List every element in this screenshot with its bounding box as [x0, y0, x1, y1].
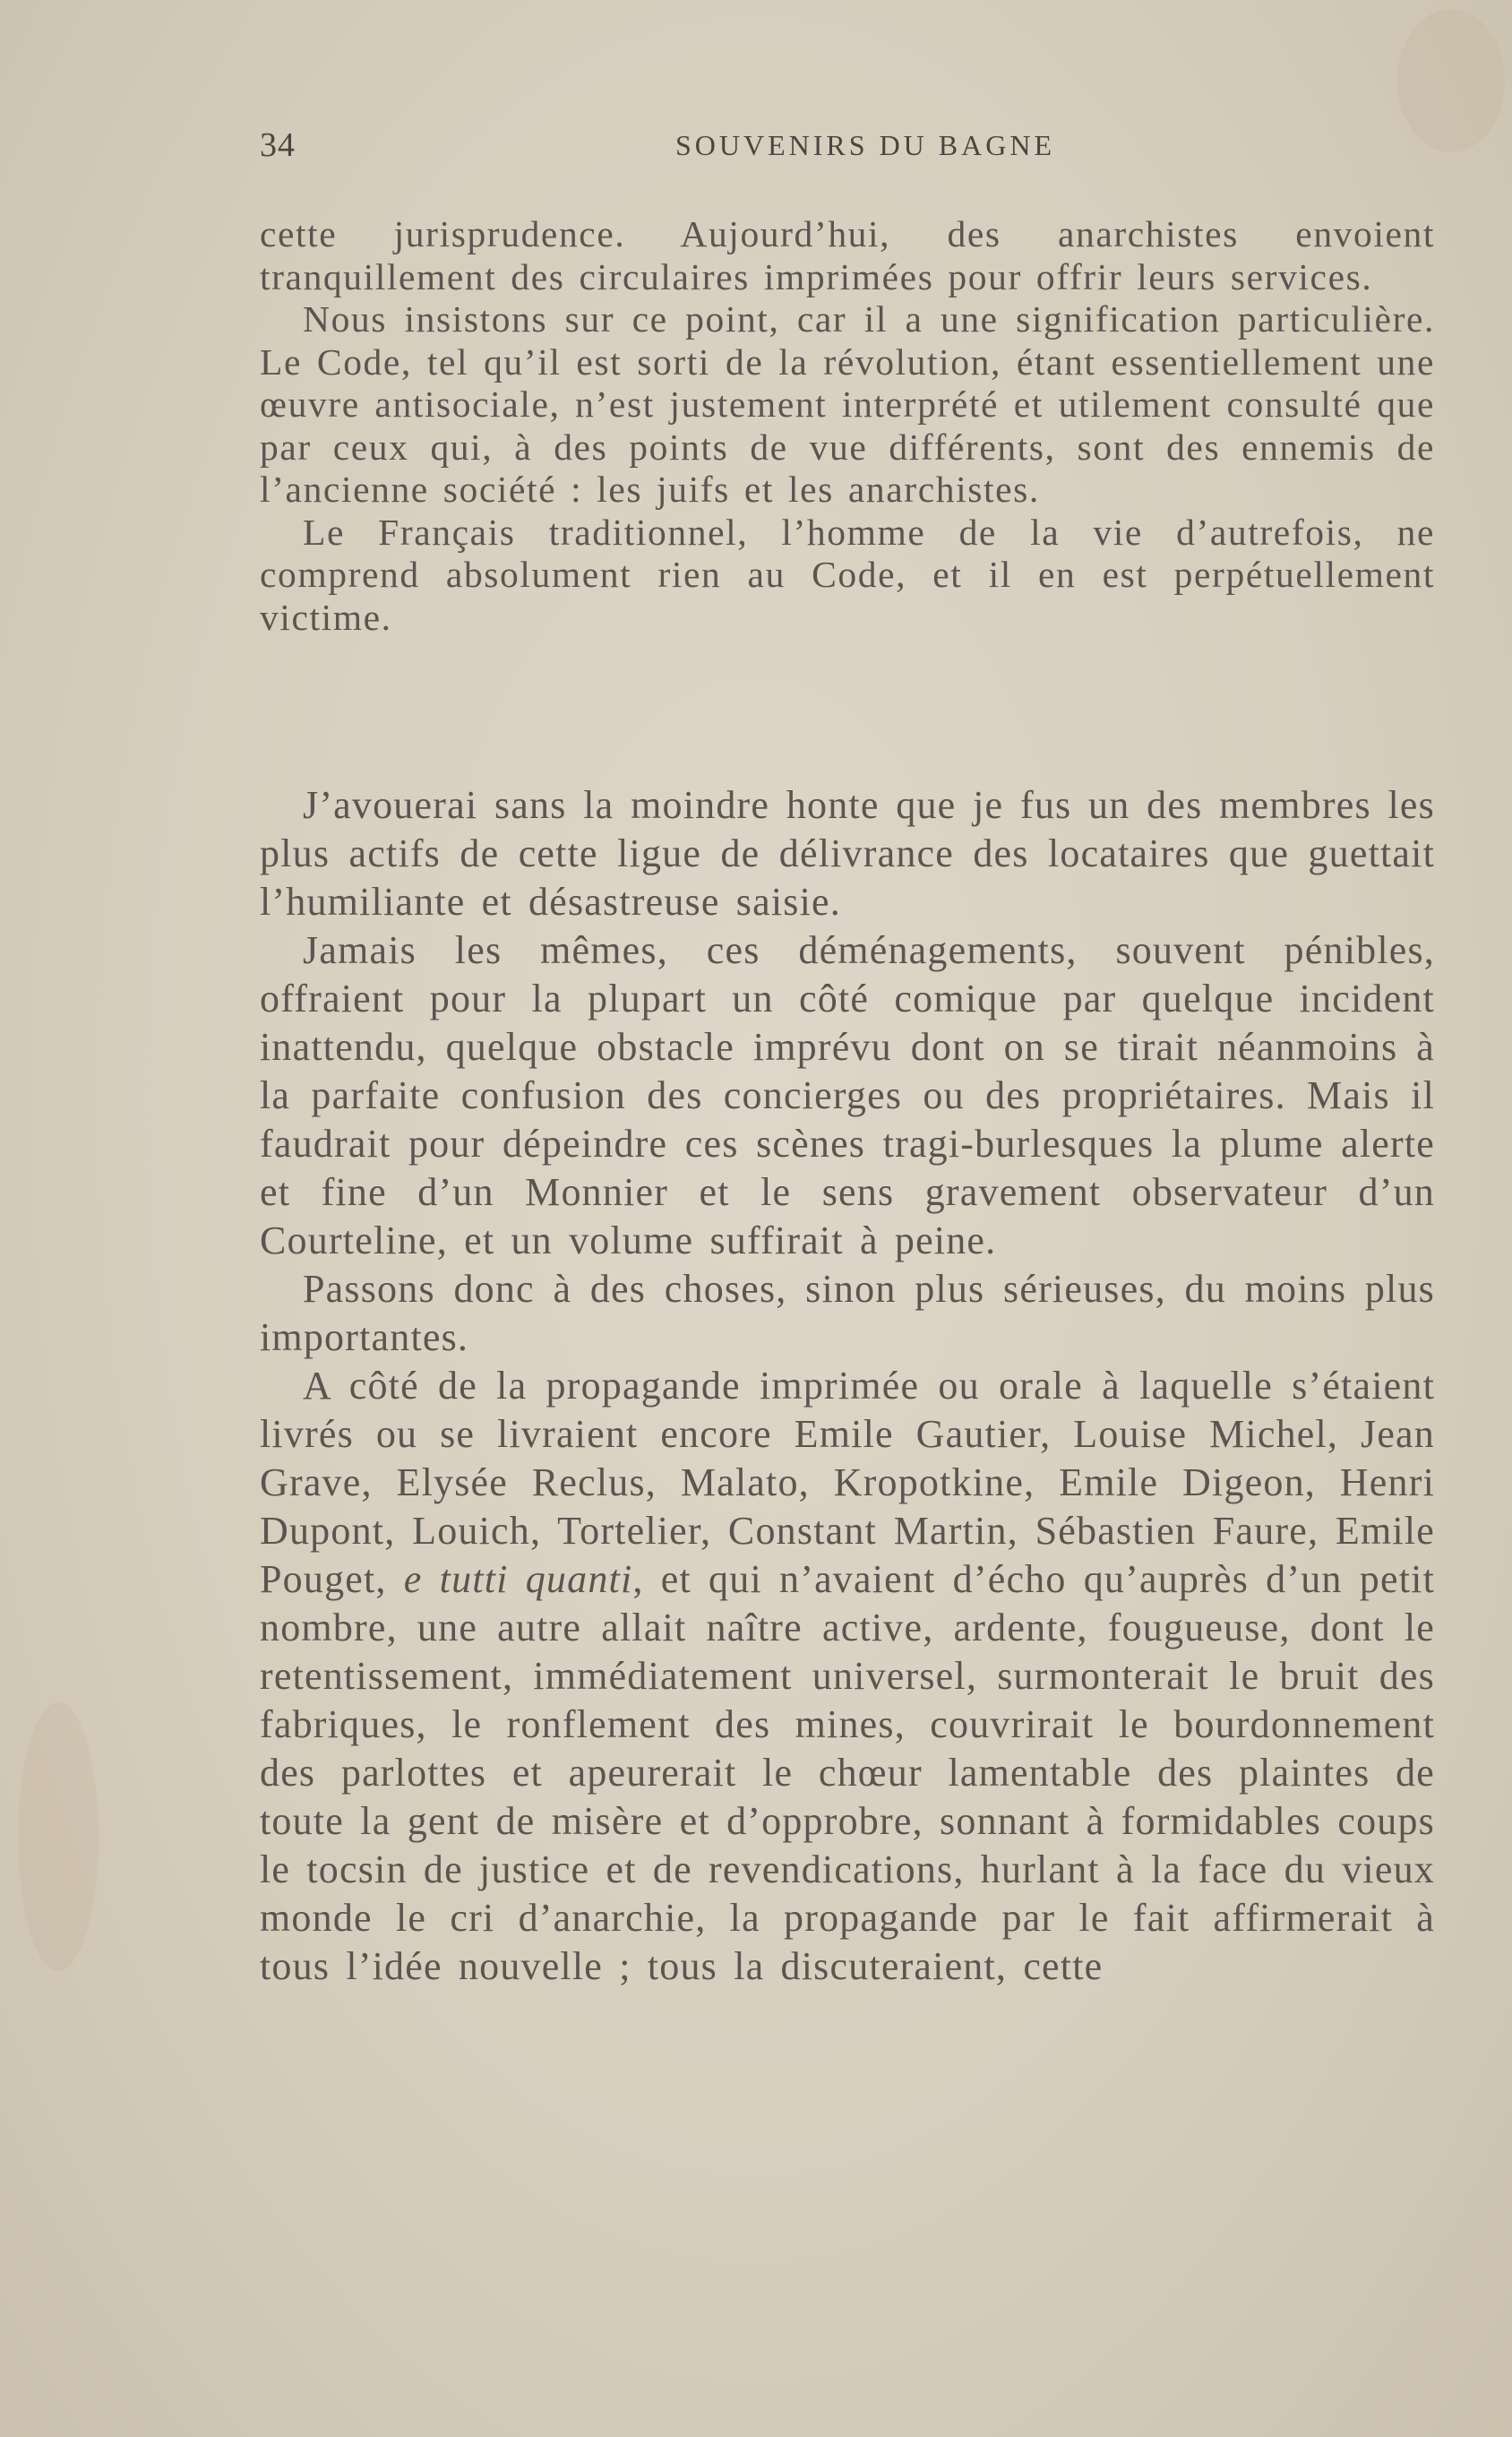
paragraph-text: , et qui n’avaient d’écho qu’auprès d’un petit nombre, une autre allait naître active, ardente, fougueuse, dont le retentissement, immédiatement universel, surmonterait le bruit des fabriques, le ronflement des mines, couvrirait le bourdonnement des parlottes et apeurerait le chœur lamentable des plaintes de toute la gent de misère et d’opprobre, sonnant à formidables coups le tocsin de justice et de revendications, hurlant à la face du vieux monde le cri d’anarchie, la propagande par le fait affirmerait à tous l’idée nouvelle ; tous la discuteraient, cette: [260, 1557, 1435, 1988]
page-number: 34: [260, 126, 296, 164]
paragraph: Jamais les mêmes, ces déménagements, souvent pénibles, offraient pour la plupart un côté comique par quelque incident inattendu, quelque obstacle imprévu dont on se tirait néanmoins à la parfaite confusion des concierges ou des propriétaires. Mais il faudrait pour dépeindre ces scènes tragi-burlesques la plume alerte et fine d’un Monnier et le sens gravement observateur d’un Courteline, et un volume suffirait à peine.: [260, 928, 1435, 1262]
paragraph-text: A côté de la propagande imprimée ou orale à laquelle s’étaient livrés ou se livraient encore Emile Gautier, Louise Michel, Jean Grave, Elysée Reclus, Malato, Kropotkine, Emile Digeon, Henri Dupont, Louich, Tortelier, Constant Martin, Sébastien Faure, Emile Pouget,: [260, 1364, 1435, 1601]
running-head: [260, 125, 1435, 179]
paragraph: Passons donc à des choses, sinon plus sérieuses, du moins plus importantes.: [260, 1267, 1435, 1359]
paper-stain: [18, 1702, 99, 1971]
running-title: SOUVENIRS DU BAGNE: [674, 129, 1055, 161]
italic-phrase: e tutti quanti: [403, 1557, 633, 1601]
paragraph: J’avouerai sans la moindre honte que je fus un des membres les plus actifs de cette ligue de délivrance des locataires que guettait l’humiliante et désastreuse saisie.: [260, 783, 1435, 924]
paragraph: cette jurisprudence. Aujourd’hui, des anarchistes envoient tranquillement des circulaires imprimées pour offrir leurs services.: [260, 213, 1435, 297]
section-1: [260, 213, 1435, 639]
section-2: [260, 781, 1435, 1991]
paragraph: [260, 1362, 1435, 1991]
paragraph: Le Français traditionnel, l’homme de la vie d’autrefois, ne comprend absolument rien au Code, et il en est perpétuellement victime.: [260, 511, 1435, 638]
paragraph: Nous insistons sur ce point, car il a une signification particulière. Le Code, tel qu’il est sorti de la révolution, étant essentiellement une œuvre antisociale, n’est justement interprété et utilement consulté que par ceux qui, à des points de vue différents, sont des ennemis de l’ancienne société : les juifs et les anarchistes.: [260, 298, 1435, 510]
